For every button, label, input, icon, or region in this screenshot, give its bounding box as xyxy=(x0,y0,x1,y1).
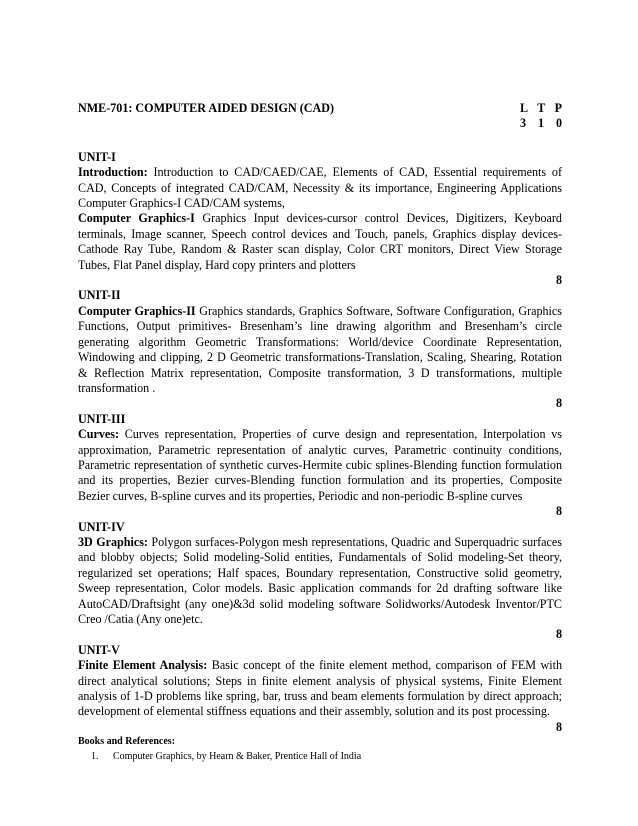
unit-5 xyxy=(78,643,562,735)
ltp-label-p: P xyxy=(554,101,562,115)
topic-text: Polygon surfaces-Polygon mesh representations, Quadric and Superquadric surfaces and blobby objects; Solid modeling-Solid entities, Fundamentals of Solid modeling-Set theory, regularized set operations; Half spaces, Boundary representation, Constructive solid geometry, Sweep representation, Color models. Basic application commands for 2d drafting software like AutoCAD/Draftsight (any one)&3d solid modeling software Solidworks/Autodesk Inventor/PTC Creo /Catia (Any one)etc. xyxy=(78,534,562,626)
topic-text: Basic concept of the finite element method, comparison of FEM with direct analytical solutions; Steps in finite element analysis of physical systems, Finite Element analysis of 1-D problems like spring, bar, truss and beam elements formulation by direct approach; development of elemental stiffness equations and their assembly, solution and its post processing. xyxy=(78,658,563,719)
book-text: Computer Graphics, by Hearn & Baker, Prentice Hall of India xyxy=(113,751,362,763)
unit-paragraph xyxy=(78,304,562,396)
topic-lead: 3D Graphics: xyxy=(78,534,148,549)
books-title: Books and References: xyxy=(78,736,176,748)
unit-1 xyxy=(78,150,562,289)
topic-text: Graphics Input devices-cursor control Devices, Digitizers, Keyboard terminals, Image scanner, Speech control devices and Touch, panels, Graphics display devices-Cathode Ray Tube, Random & Raster scan display, Color CRT monitors, Direct View Storage Tubes, Flat Panel display, Hard copy printers and plotters xyxy=(78,211,562,272)
course-header xyxy=(78,101,562,132)
topic-text: Introduction to CAD/CAED/CAE, Elements of CAD, Essential requirements of CAD, Concepts of integrated CAD/CAM, Necessity & its importance, Engineering Applications Computer Graphics-I CAD/CAM systems, xyxy=(78,165,562,211)
unit-paragraph xyxy=(78,535,562,627)
unit-hours: 8 xyxy=(555,273,562,288)
syllabus-page xyxy=(78,101,562,763)
books-list xyxy=(78,750,562,763)
topic-text: Graphics standards, Graphics Software, Software Configuration, Graphics Functions, Output primitives- Bresenham’s line drawing algorithm and Bresenham’s circle generating algorithm Geometric Transformations: World/device Coordinate Representation, Windowing and clipping, 2 D Geometric transformations-Translation, Scaling, Shearing, Rotation & Reflection Matrix representation, Composite transformation, 3 D transformations, multiple transformation . xyxy=(78,303,562,395)
course-title: NME-701: COMPUTER AIDED DESIGN (CAD) xyxy=(78,101,334,115)
unit-paragraph xyxy=(78,658,562,720)
books-section xyxy=(78,735,562,763)
topic-lead: Computer Graphics-II xyxy=(78,303,196,318)
unit-paragraph xyxy=(78,165,562,211)
unit-3 xyxy=(78,412,562,520)
topic-lead: Curves: xyxy=(78,427,119,442)
unit-title: UNIT-V xyxy=(78,642,120,657)
unit-title: UNIT-II xyxy=(78,288,121,303)
ltp-block xyxy=(520,101,562,132)
unit-hours: 8 xyxy=(555,627,562,642)
unit-2 xyxy=(78,288,562,411)
unit-title: UNIT-IV xyxy=(78,519,125,534)
unit-title: UNIT-III xyxy=(78,411,126,426)
book-item xyxy=(91,750,562,763)
ltp-labels xyxy=(520,101,562,116)
topic-lead: Introduction: xyxy=(78,165,148,180)
unit-title: UNIT-I xyxy=(78,149,116,164)
unit-4 xyxy=(78,520,562,643)
ltp-label-l: L xyxy=(520,101,529,115)
topic-lead: Finite Element Analysis: xyxy=(78,658,208,673)
topic-text: Curves representation, Properties of curve design and representation, Interpolation vs approximation, Parametric representation of analytic curves, Parametric continuity conditions, Parametric representation of synthetic curves-Hermite cubic splines-Blending function formulation and its properties, Bezier curves-Blending function formulation and its properties, Composite Bezier curves, B-spline curves and its properties, Periodic and non-periodic B-spline curves xyxy=(78,427,562,503)
unit-paragraph xyxy=(78,427,562,504)
book-number: 1. xyxy=(91,751,99,763)
ltp-label-t: T xyxy=(537,101,546,115)
ltp-values xyxy=(520,116,562,131)
ltp-value-l: 3 xyxy=(520,116,527,131)
ltp-value-p: 0 xyxy=(555,116,562,131)
unit-hours: 8 xyxy=(555,396,562,411)
unit-hours: 8 xyxy=(555,504,562,519)
unit-paragraph xyxy=(78,211,562,273)
topic-lead: Computer Graphics-I xyxy=(78,211,195,226)
ltp-value-t: 1 xyxy=(537,116,545,131)
unit-hours: 8 xyxy=(555,719,562,734)
